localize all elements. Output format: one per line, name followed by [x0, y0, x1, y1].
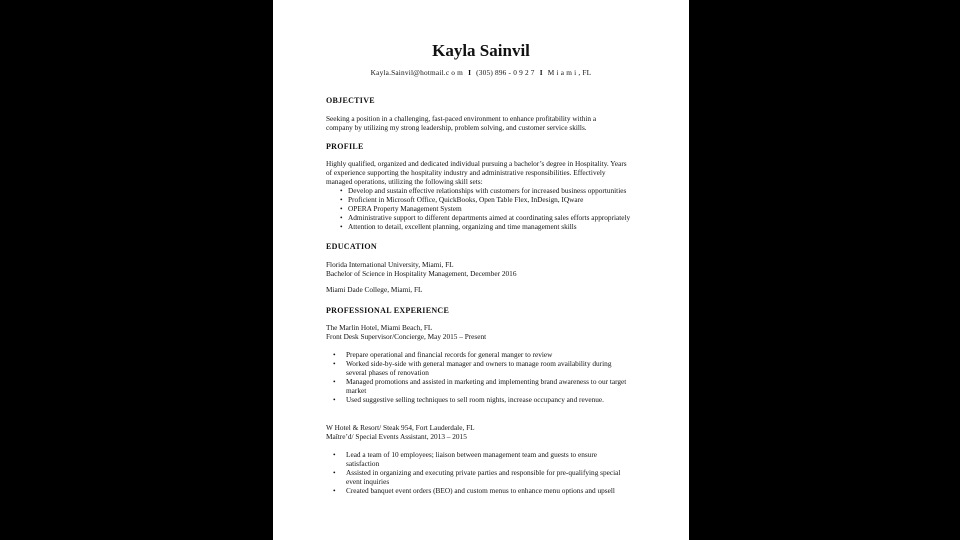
contact-location: M i a m i , FL [547, 68, 592, 77]
profile-text [326, 159, 666, 186]
resume-page [273, 0, 689, 540]
job-title: Maître’d/ Special Events Assistant, 2013 – 2015 [326, 432, 467, 442]
job-bullet [333, 486, 668, 495]
resume-name: Kayla Sainvil [432, 41, 530, 60]
bullet-line: • Prepare operational and financial records for general manger to review [346, 350, 553, 359]
skill-item: • Administrative support to different departments aimed at coordinating sales efforts appropriately [340, 213, 670, 222]
section-heading-objective: OBJECTIVE [326, 96, 375, 105]
bullet-line: several phases of renovation [346, 368, 429, 378]
skill-item: • Attention to detail, excellent planning, organizing and time management skills [340, 222, 670, 231]
contact-email: Kayla.Sainvil@hotmail.c o m [370, 68, 464, 77]
job-bullets [333, 350, 668, 405]
skill-item: • Develop and sustain effective relationships with customers for increased business opportunities [340, 186, 670, 195]
text-line: company by utilizing my strong leadership, problem solving, and customer service skills. [326, 123, 587, 133]
job-header [326, 323, 666, 341]
school-name: Florida International University, Miami, FL [326, 260, 454, 269]
job-bullet [333, 350, 668, 359]
text-line: of experience supporting the hospitality industry and administrative responsibilities. Effectively [326, 168, 606, 178]
job-bullet [333, 377, 668, 395]
degree-name: Bachelor of Science in Hospitality Management, December 2016 [326, 269, 517, 279]
section-heading-experience: PROFESSIONAL EXPERIENCE [326, 306, 450, 315]
job-employer: The Marlin Hotel, Miami Beach, FL [326, 323, 433, 332]
bullet-line: • Assisted in organizing and executing private parties and responsible for pre-qualifying special [346, 468, 621, 478]
skills-list [340, 186, 670, 231]
section-heading-profile: PROFILE [326, 142, 364, 151]
bullet-line: event inquiries [346, 477, 390, 487]
bullet-line: satisfaction [346, 459, 380, 469]
section-heading-education: EDUCATION [326, 242, 378, 251]
contact-line [273, 68, 689, 77]
text-line: Seeking a position in a challenging, fast-paced environment to enhance profitability within a [326, 114, 597, 123]
job-title: Front Desk Supervisor/Concierge, May 2015 – Present [326, 332, 487, 342]
contact-separator: I [468, 68, 472, 77]
school-name: Miami Dade College, Miami, FL [326, 285, 423, 294]
text-line: managed operations, utilizing the following skill sets: [326, 177, 483, 187]
bullet-line: • Used suggestive selling techniques to sell room nights, increase occupancy and revenue. [346, 395, 604, 405]
job-bullets [333, 450, 668, 495]
job-bullet [333, 468, 668, 486]
bullet-line: • Worked side-by-side with general manager and owners to manage room availability during [346, 359, 612, 369]
education-entry [326, 260, 666, 278]
contact-separator: I [539, 68, 543, 77]
job-bullet [333, 395, 668, 404]
job-header [326, 423, 666, 441]
contact-phone: (305) 896 - 0 9 2 7 [476, 68, 535, 77]
skill-item: • OPERA Property Management System [340, 204, 670, 213]
bullet-line: • Lead a team of 10 employees; liaison between management team and guests to ensure [346, 450, 598, 459]
bullet-line: • Created banquet event orders (BEO) and custom menus to enhance menu options and upsell [346, 486, 615, 496]
text-line: Highly qualified, organized and dedicated individual pursuing a bachelor’s degree in Hospitality. Years [326, 159, 627, 168]
skill-item: • Proficient in Microsoft Office, QuickBooks, Open Table Flex, InDesign, IQware [340, 195, 670, 204]
education-entry [326, 285, 666, 294]
bullet-line: market [346, 386, 367, 396]
bullet-line: • Managed promotions and assisted in marketing and implementing brand awareness to our target [346, 377, 627, 387]
job-bullet [333, 450, 668, 468]
job-employer: W Hotel & Resort/ Steak 954, Fort Lauderdale, FL [326, 423, 475, 432]
job-bullet [333, 359, 668, 377]
objective-text [326, 114, 666, 132]
